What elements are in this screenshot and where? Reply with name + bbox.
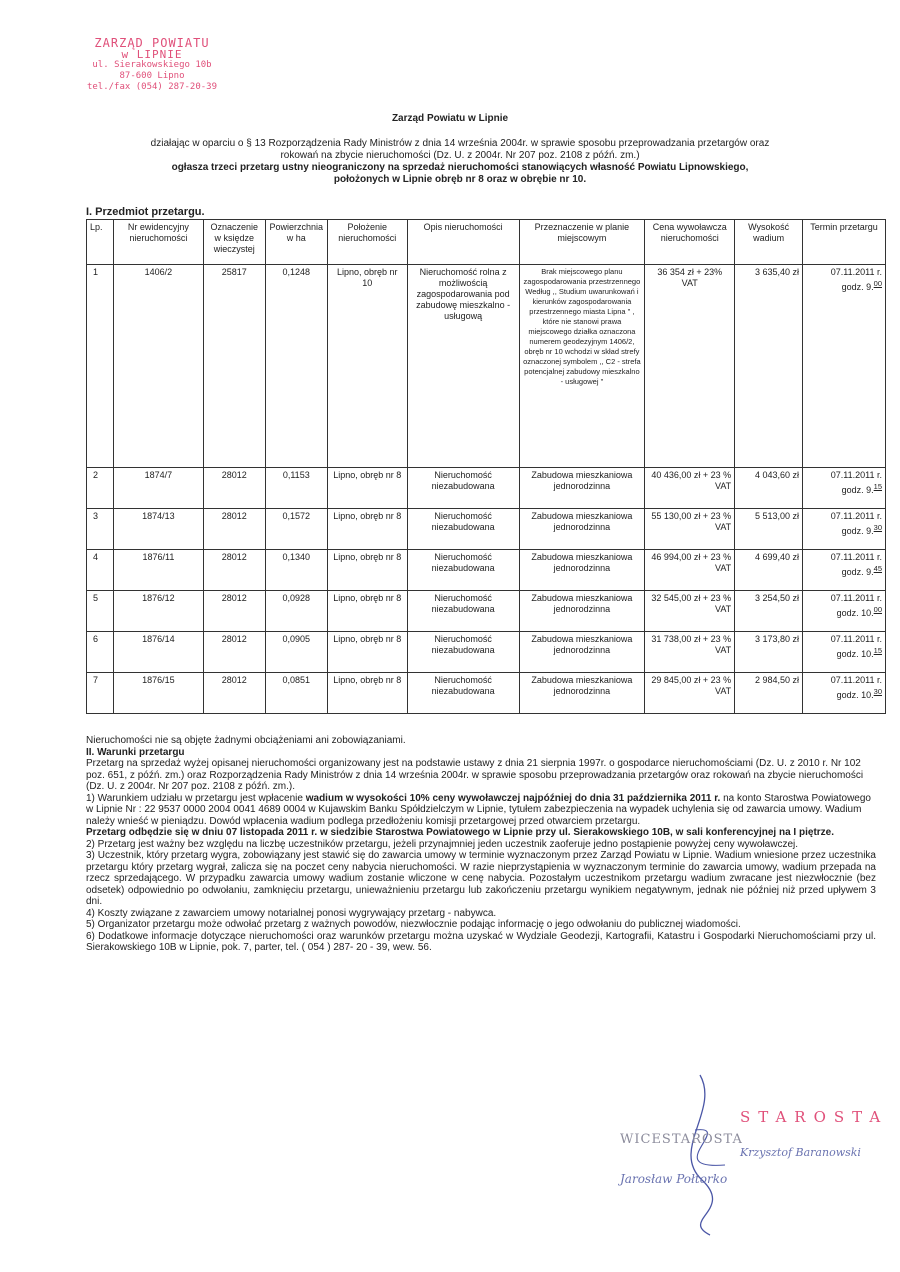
table-header-row [87,220,886,265]
stamp-line-1: ZARZĄD POWIATU [94,36,210,50]
cell-land-register: 25817 [203,265,265,468]
stamp-line-4: 87-600 Lipno [119,71,185,81]
cell-parcel-number: 1876/14 [113,632,203,673]
auction-time: godz. 9.30 [841,523,882,536]
header-cell: Powierzchnia w ha [265,220,327,265]
header-cell: Lp. [87,220,114,265]
cell-area: 0,1572 [265,509,327,550]
cell-purpose: Zabudowa mieszkaniowa jednorodzinna [519,632,645,673]
cell-date [803,632,886,673]
stamp-line-2: w LIPNIE [121,48,183,61]
cell-description: Nieruchomość niezabudowana [407,632,519,673]
cell-description: Nieruchomość niezabudowana [407,550,519,591]
header-cell: Wysokość wadium [735,220,803,265]
cell-deposit: 4 043,60 zł [735,468,803,509]
cell-area: 0,1153 [265,468,327,509]
cell-land-register: 28012 [203,468,265,509]
cell-purpose: Zabudowa mieszkaniowa jednorodzinna [519,509,645,550]
cell-date [803,265,886,468]
table-row [87,550,886,591]
cell-parcel-number: 1876/15 [113,673,203,714]
cell-location: Lipno, obręb nr 8 [327,550,407,591]
cell-area: 0,0905 [265,632,327,673]
cell-purpose: Zabudowa mieszkaniowa jednorodzinna [519,591,645,632]
cell-description: Nieruchomość rolna z możliwością zagospodarowania pod zabudowę mieszkalno - usługową [407,265,519,468]
cell-purpose: Zabudowa mieszkaniowa jednorodzinna [519,550,645,591]
cell-deposit: 3 173,80 zł [735,632,803,673]
condition-2: 2) Przetarg jest ważny bez względu na liczbę uczestników przetargu, jeżeli przynajmniej jeden uczestnik zaoferuje jedno postąpienie powyżej ceny wywoławczej. [86,838,799,850]
cell-land-register: 28012 [203,673,265,714]
cell-lp: 7 [87,673,114,714]
auction-date: 07.11.2011 r. [830,470,882,480]
auction-date-paragraph: Przetarg odbędzie się w dniu 07 listopada 2011 r. w siedzibie Starostwa Powiatowego w Lipnie przy ul. Sierakowskiego 10B, w sali konferencyjnej na I piętrze. [86,827,835,838]
cell-price: 36 354 zł + 23% VAT [645,265,735,468]
cell-deposit: 4 699,40 zł [735,550,803,591]
auction-time: godz. 10.30 [836,687,882,700]
cell-parcel-number: 1874/7 [113,468,203,509]
cell-area: 0,0928 [265,591,327,632]
cell-land-register: 28012 [203,632,265,673]
table-row [87,591,886,632]
intro-bold-line-1: ogłasza trzeci przetarg ustny nieograniczony na sprzedaż nieruchomości stanowiących własność Powiatu Lipnowskiego, [171,162,749,173]
cell-land-register: 28012 [203,550,265,591]
auction-date: 07.11.2011 r. [830,675,882,685]
cell-date [803,550,886,591]
cell-location: Lipno, obręb nr 8 [327,673,407,714]
document-title: Zarząd Powiatu w Lipnie [391,113,509,124]
cell-price: 46 994,00 zł + 23 % VAT [645,550,735,591]
table-row [87,673,886,714]
deposit-condition-paragraph: 1) Warunkiem udziału w przetargu jest wpłacenie wadium w wysokości 10% ceny wywoławczej najpóźniej do dnia 31 października 2011 r. na konto Starostwa Powiatowego w Lipnie Nr : 22 9537 0000 2004 0041 4689 0004 w Kujawskim Banku Spółdzielczym w Lipnie, tytułem zabezpieczenia na wypadek uchylenia się od zawarcia umowy. Wadium należy wnieść w pieniądzu. Dowód wpłacenia wadium podlega przedłożeniu komisji przetargowej przed otwarciem przetargu. [86,792,871,827]
cell-deposit: 5 513,00 zł [735,509,803,550]
cell-area: 0,1340 [265,550,327,591]
condition-4: 4) Koszty związane z zawarciem umowy notarialnej ponosi wygrywający przetarg - nabywca. [86,907,497,919]
table-row [87,632,886,673]
table-row [87,509,886,550]
header-cell: Opis nieruchomości [407,220,519,265]
intro-bold-line-2: położonych w Lipnie obręb nr 8 oraz w obrębie nr 10. [333,174,587,185]
cell-lp: 5 [87,591,114,632]
cell-date [803,591,886,632]
cell-lp: 1 [87,265,114,468]
starosta-stamp: STAROSTA [740,1108,889,1126]
cell-area: 0,1248 [265,265,327,468]
cell-lp: 3 [87,509,114,550]
cell-parcel-number: 1874/13 [113,509,203,550]
header-cell: Nr ewidencyjny nieruchomości [113,220,203,265]
cell-parcel-number: 1876/11 [113,550,203,591]
stamp-line-3: ul. Sierakowskiego 10b [92,60,212,70]
cell-land-register: 28012 [203,509,265,550]
stamp-line-5: tel./fax (054) 287-20-39 [86,82,218,92]
office-stamp [72,38,232,93]
intro-line-1: działając w oparciu o § 13 Rozporządzenia Rady Ministrów z dnia 14 września 2004r. w sprawie sposobu przeprowadzania przetargów oraz [150,138,770,149]
auction-time: godz. 9.45 [841,564,882,577]
legal-basis-paragraph: Przetarg na sprzedaż wyżej opisanej nieruchomości organizowany jest na podstawie ustawy z dnia 21 sierpnia 1997r. o gospodarce nieruchomościami (Dz. U. z 2010 r. Nr 102 poz. 651, z późń. zm.) oraz Rozporządzenia Rady Ministrów z dnia 14 września 2004r. w sprawie sposobu przeprowadzania przetargów oraz rokowań na zbycie nieruchomości (Dz. U. z 2004r. Nr 207 poz. 2108 z późń. zm.). [86,758,864,792]
cell-location: Lipno, obręb nr 10 [327,265,407,468]
cell-purpose: Zabudowa mieszkaniowa jednorodzinna [519,468,645,509]
cell-deposit: 3 635,40 zł [735,265,803,468]
cell-price: 31 738,00 zł + 23 % VAT [645,632,735,673]
auction-time: godz. 9.00 [841,279,882,292]
cell-date [803,509,886,550]
cell-deposit: 3 254,50 zł [735,591,803,632]
cell-price: 32 545,00 zł + 23 % VAT [645,591,735,632]
auction-date: 07.11.2011 r. [830,552,882,562]
auction-time: godz. 10.00 [836,605,882,618]
intro-line-2: rokowań na zbycie nieruchomości (Dz. U. z 2004r. Nr 207 poz. 2108 z późń. zm.) [280,150,640,161]
cell-deposit: 2 984,50 zł [735,673,803,714]
cell-date [803,673,886,714]
cell-description: Nieruchomość niezabudowana [407,591,519,632]
cell-area: 0,0851 [265,673,327,714]
cell-lp: 2 [87,468,114,509]
no-encumbrance-note: Nieruchomości nie są objęte żadnymi obciążeniami ani zobowiązaniami. [86,735,406,746]
condition-6: 6) Dodatkowe informacje dotyczące nieruchomości oraz warunków przetargu można uzyskać w Wydziale Geodezji, Kartografii, Katastru i Gospodarki Nieruchomościami przy ul. Sierakowskiego 10B w Lipnie, pok. 7, parter, tel. ( 054 ) 287- 20 - 39, wew. 56. [86,930,876,953]
header-cell: Oznaczenie w księdze wieczystej [203,220,265,265]
header-cell: Położenie nieruchomości [327,220,407,265]
condition-3: 3) Uczestnik, który przetarg wygra, zobowiązany jest stawić się do zawarcia umowy w terminie wyznaczonym przez Zarząd Powiatu w Lipnie. Wadium wniesione przez uczestnika przetargu który przetarg wygrał, zalicza się na poczet ceny nabycia nieruchomości. W razie nieprzystąpienia w wyznaczonym terminie do zawarcia umowy, wadium przepada na rzecz sprzedającego. W przypadku zawarcia umowy wadium zostanie wliczone w cenę nabycia. Pozostałym uczestnikom przetargu wadium zwracane jest niezwłocznie (bez odsetek) odpowiednio po odwołaniu, zamknięciu przetargu, unieważnieniu przetargu lub zakończeniu przetargu wynikiem negatywnym, jednak nie później niż przed upływem 3 dni. [86,850,876,907]
cell-purpose: Brak miejscowego planu zagospodarowania przestrzennego Według ,, Studium uwarunkowań i kierunków zagospodarowania przestrzennego miasta Lipna " , które nie stanowi prawa miejscowego działka oznaczona numerem geodezyjnym 1406/2, obręb nr 10 wchodzi w skład strefy oznaczonej symbolem ,, C2 - strefa potencjalnej zabudowy mieszkalno - usługowej " [519,265,645,468]
auction-date: 07.11.2011 r. [830,511,882,521]
section-2-title: II. Warunki przetargu [86,746,185,758]
cell-lp: 6 [87,632,114,673]
table-row [87,468,886,509]
cell-location: Lipno, obręb nr 8 [327,591,407,632]
property-table [86,219,886,714]
cell-description: Nieruchomość niezabudowana [407,509,519,550]
auction-date: 07.11.2011 r. [830,593,882,603]
section-1-title: I. Przedmiot przetargu. [86,206,205,218]
cell-description: Nieruchomość niezabudowana [407,673,519,714]
auction-date: 07.11.2011 r. [830,634,882,644]
auction-time: godz. 9.15 [841,482,882,495]
starosta-name: Krzysztof Baranowski [740,1146,861,1159]
header-cell: Przeznaczenie w planie miejscowym [519,220,645,265]
header-cell: Cena wywoławcza nieruchomości [645,220,735,265]
cell-land-register: 28012 [203,591,265,632]
conditions-section [86,735,876,954]
vice-starosta-stamp: WICESTAROSTA [620,1132,743,1147]
cell-parcel-number: 1876/12 [113,591,203,632]
condition-5: 5) Organizator przetargu może odwołać przetarg z ważnych powodów, niezwłocznie podając informację o jego odwołaniu do publicznej wiadomości. [86,919,741,930]
header-cell: Termin przetargu [803,220,886,265]
cell-parcel-number: 1406/2 [113,265,203,468]
cell-purpose: Zabudowa mieszkaniowa jednorodzinna [519,673,645,714]
cell-price: 40 436,00 zł + 23 % VAT [645,468,735,509]
cell-price: 55 130,00 zł + 23 % VAT [645,509,735,550]
cell-description: Nieruchomość niezabudowana [407,468,519,509]
auction-time: godz. 10.15 [836,646,882,659]
table-row [87,265,886,468]
cell-price: 29 845,00 zł + 23 % VAT [645,673,735,714]
auction-date: 07.11.2011 r. [830,267,882,277]
cell-date [803,468,886,509]
cell-location: Lipno, obręb nr 8 [327,468,407,509]
cell-lp: 4 [87,550,114,591]
vice-starosta-name: Jarosław Połtorko [620,1172,728,1186]
intro-paragraph [80,138,840,186]
cell-location: Lipno, obręb nr 8 [327,509,407,550]
cell-location: Lipno, obręb nr 8 [327,632,407,673]
